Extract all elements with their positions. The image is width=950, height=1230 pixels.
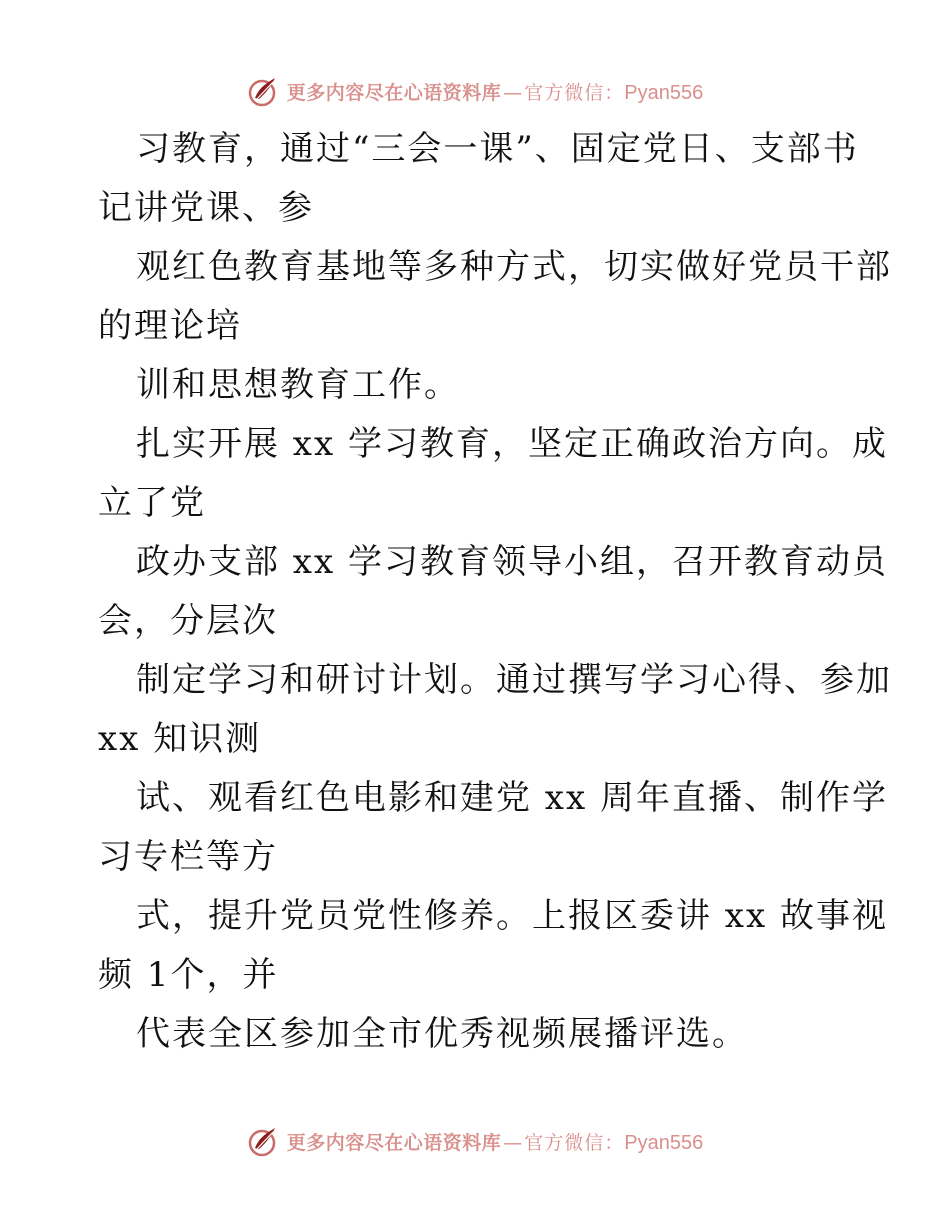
header-banner-sub: 官方微信： — [524, 81, 625, 104]
footer-banner-id: Pyan556 — [624, 1131, 704, 1154]
body-line: 式，提升党员党性修养。上报区委讲 xx 故事视 — [136, 896, 888, 936]
header-banner-id: Pyan556 — [624, 81, 704, 104]
body-line: 政办支部 xx 学习教育领导小组，召开教育动员 — [136, 542, 888, 582]
body-line: 训和思想教育工作。 — [136, 365, 460, 405]
footer-banner-main: 更多内容尽在心语资料库 — [286, 1131, 502, 1154]
footer-banner — [0, 1121, 950, 1161]
body-line: 试、观看红色电影和建党 xx 周年直播、制作学 — [136, 778, 888, 818]
header-banner — [0, 71, 950, 111]
body-line: 立了党 — [98, 483, 206, 523]
body-line: xx 知识测 — [98, 719, 262, 759]
body-line: 的理论培 — [98, 306, 242, 346]
footer-banner-dash: — — [503, 1131, 523, 1154]
body-line: 会，分层次 — [98, 601, 278, 641]
body-line: 习专栏等方 — [98, 837, 278, 877]
body-line: 制定学习和研讨计划。通过撰写学习心得、参加 — [136, 660, 892, 700]
body-line: 扎实开展 xx 学习教育，坚定正确政治方向。成 — [136, 424, 888, 464]
body-line: 观红色教育基地等多种方式，切实做好党员干部 — [136, 247, 892, 287]
footer-banner-text — [287, 1128, 704, 1155]
logo-icon — [247, 74, 281, 108]
footer-banner-sub: 官方微信： — [524, 1131, 625, 1154]
header-banner-text — [287, 78, 704, 105]
header-banner-main: 更多内容尽在心语资料库 — [286, 81, 502, 104]
body-line: 代表全区参加全市优秀视频展播评选。 — [136, 1014, 748, 1054]
body-line: 习教育，通过“三会一课”、固定党日、支部书 — [136, 129, 859, 169]
document-body — [98, 120, 892, 1064]
header-banner-dash: — — [503, 81, 523, 104]
body-line: 记讲党课、参 — [98, 188, 314, 228]
logo-icon — [247, 1124, 281, 1158]
body-line: 频 1个，并 — [98, 955, 279, 995]
